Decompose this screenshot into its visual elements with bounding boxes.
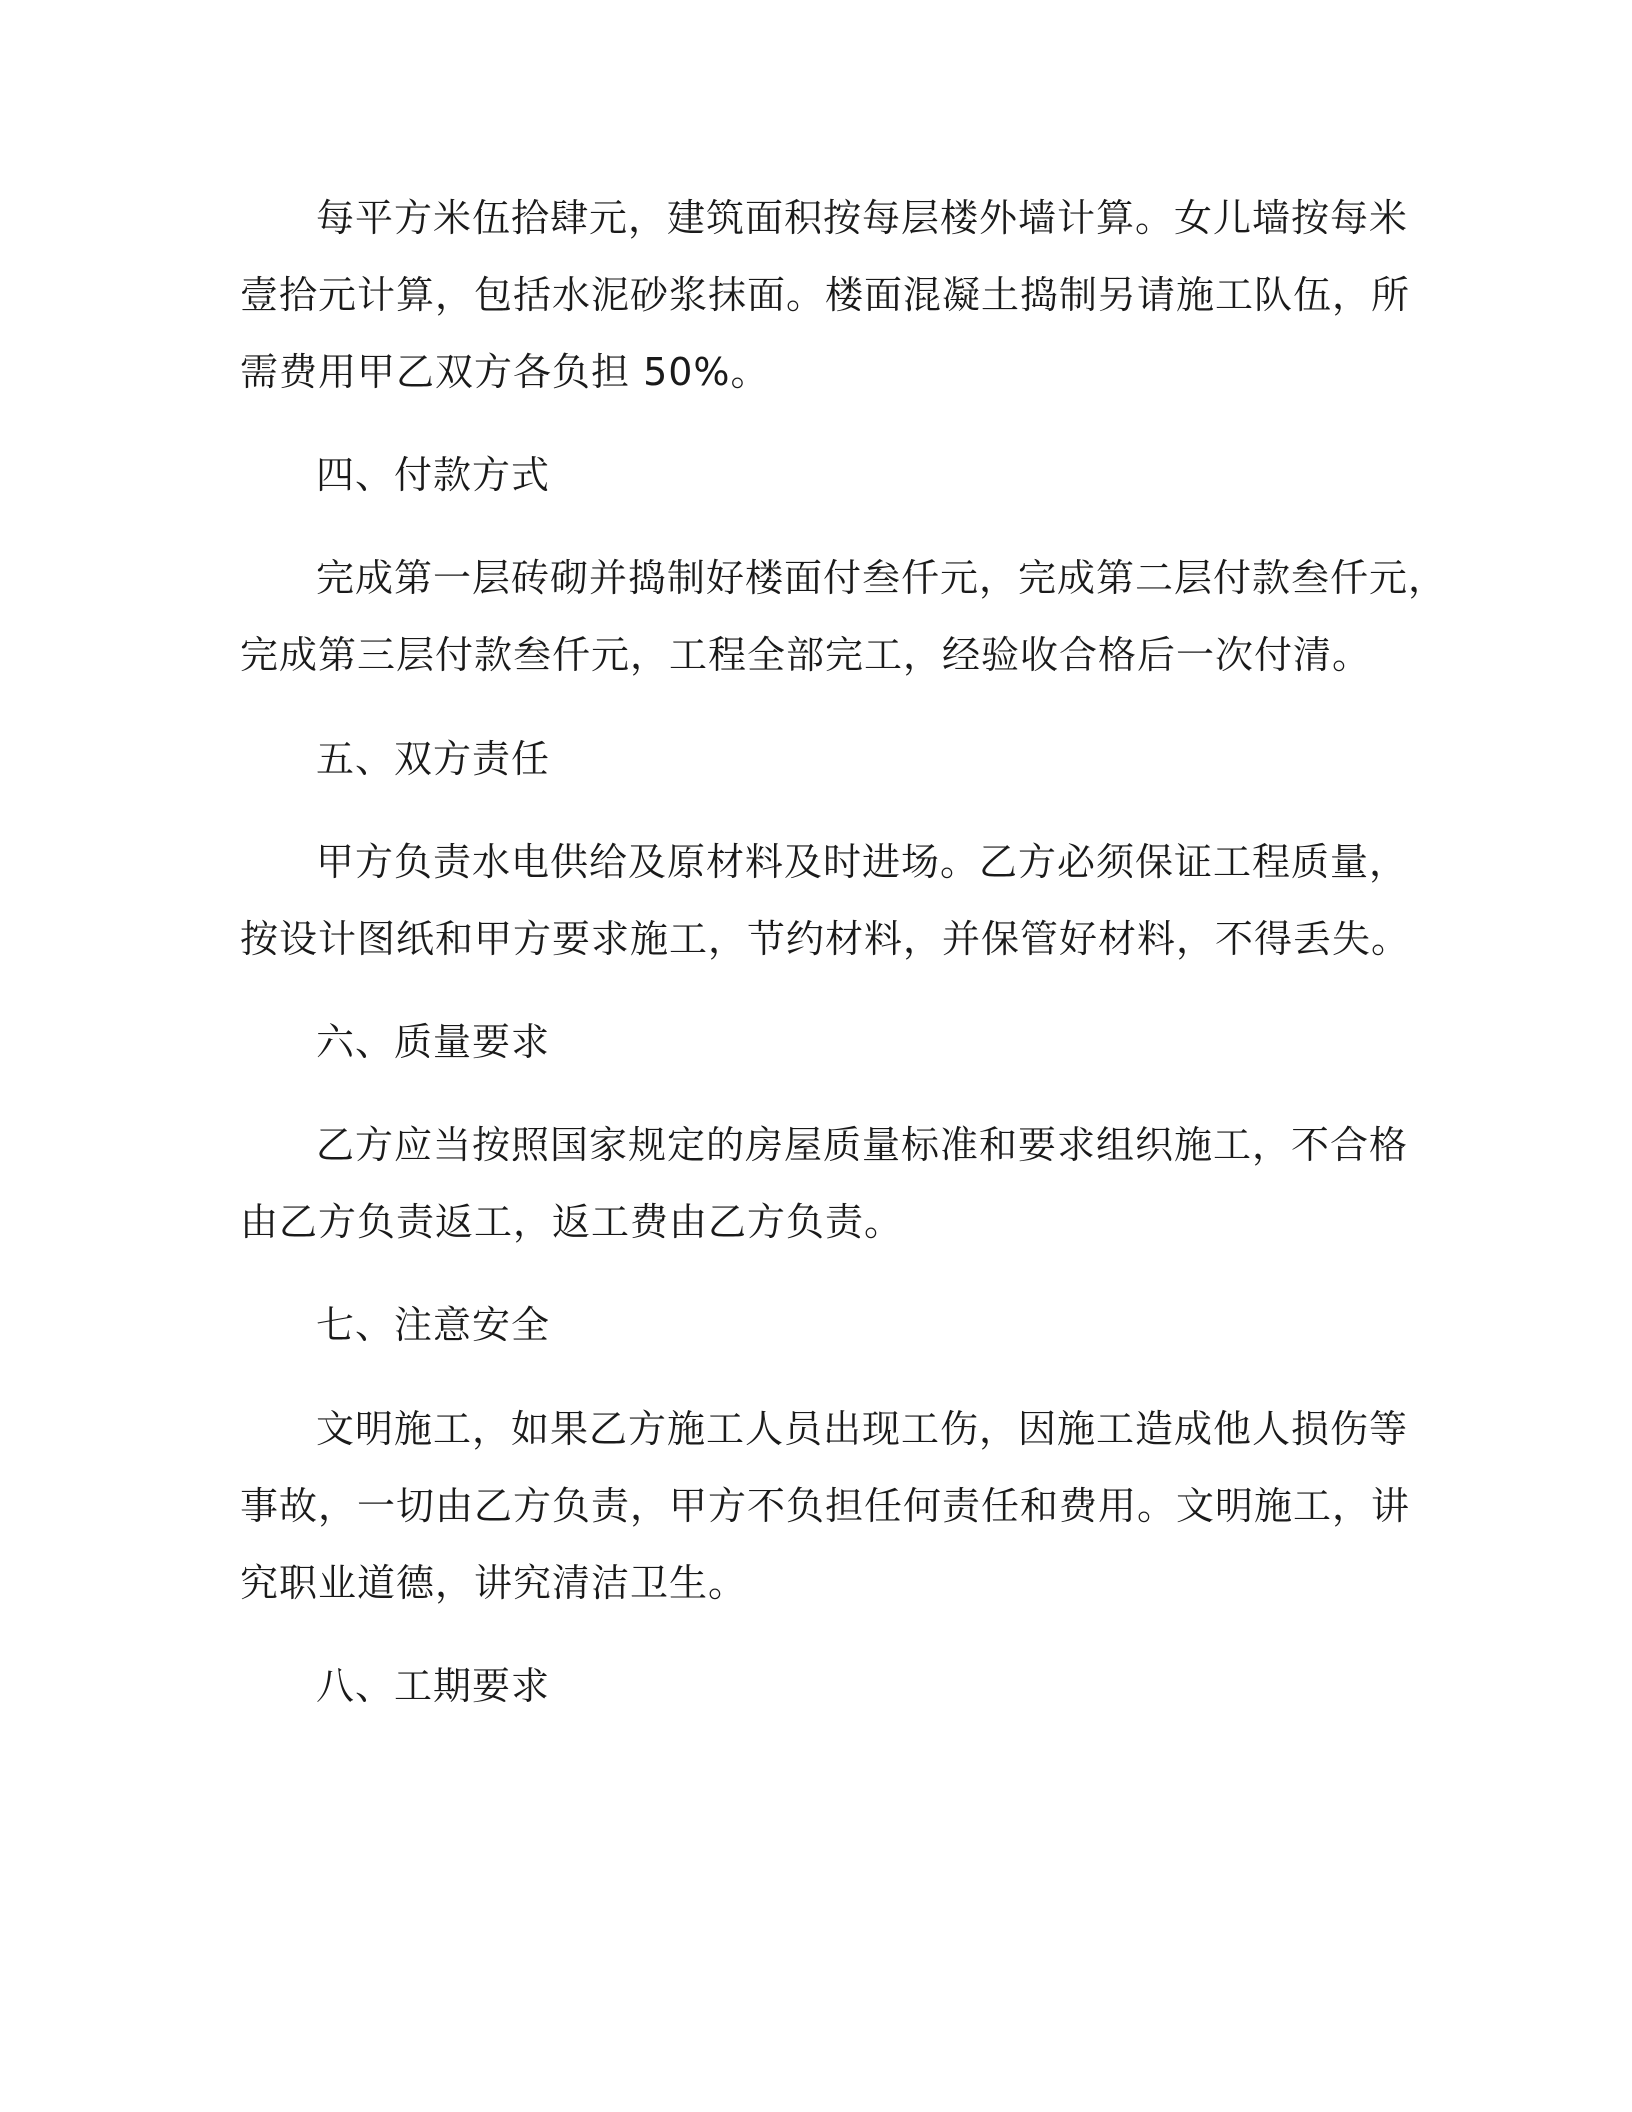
section-heading-payment: 四、付款方式 <box>316 453 551 497</box>
section-heading-responsibilities: 五、双方责任 <box>316 737 551 781</box>
paragraph-line: 每平方米伍拾肆元，建筑面积按每层楼外墙计算。女儿墙按每米 <box>316 196 1409 240</box>
section-heading-quality: 六、质量要求 <box>316 1020 551 1064</box>
paragraph-line: 按设计图纸和甲方要求施工，节约材料，并保管好材料，不得丢失。 <box>240 917 1411 961</box>
paragraph-line: 甲方负责水电供给及原材料及时进场。乙方必须保证工程质量， <box>316 840 1409 884</box>
paragraph-line: 壹拾元计算，包括水泥砂浆抹面。楼面混凝土捣制另请施工队伍，所 <box>240 273 1411 317</box>
paragraph-line: 事故，一切由乙方负责，甲方不负担任何责任和费用。文明施工，讲 <box>240 1484 1411 1528</box>
paragraph-line: 需费用甲乙双方各负担 50%。 <box>240 350 770 394</box>
paragraph-line: 完成第三层付款叁仟元，工程全部完工，经验收合格后一次付清。 <box>240 633 1372 677</box>
paragraph-line: 完成第一层砖砌并捣制好楼面付叁仟元，完成第二层付款叁仟元， <box>316 556 1448 600</box>
section-heading-safety: 七、注意安全 <box>316 1303 551 1347</box>
paragraph-line: 究职业道德，讲究清洁卫生。 <box>240 1561 748 1605</box>
paragraph-line: 由乙方负责返工，返工费由乙方负责。 <box>240 1200 904 1244</box>
paragraph-line: 乙方应当按照国家规定的房屋质量标准和要求组织施工，不合格 <box>316 1123 1409 1167</box>
section-heading-schedule: 八、工期要求 <box>316 1664 551 1708</box>
paragraph-line: 文明施工，如果乙方施工人员出现工伤，因施工造成他人损伤等 <box>316 1407 1409 1451</box>
